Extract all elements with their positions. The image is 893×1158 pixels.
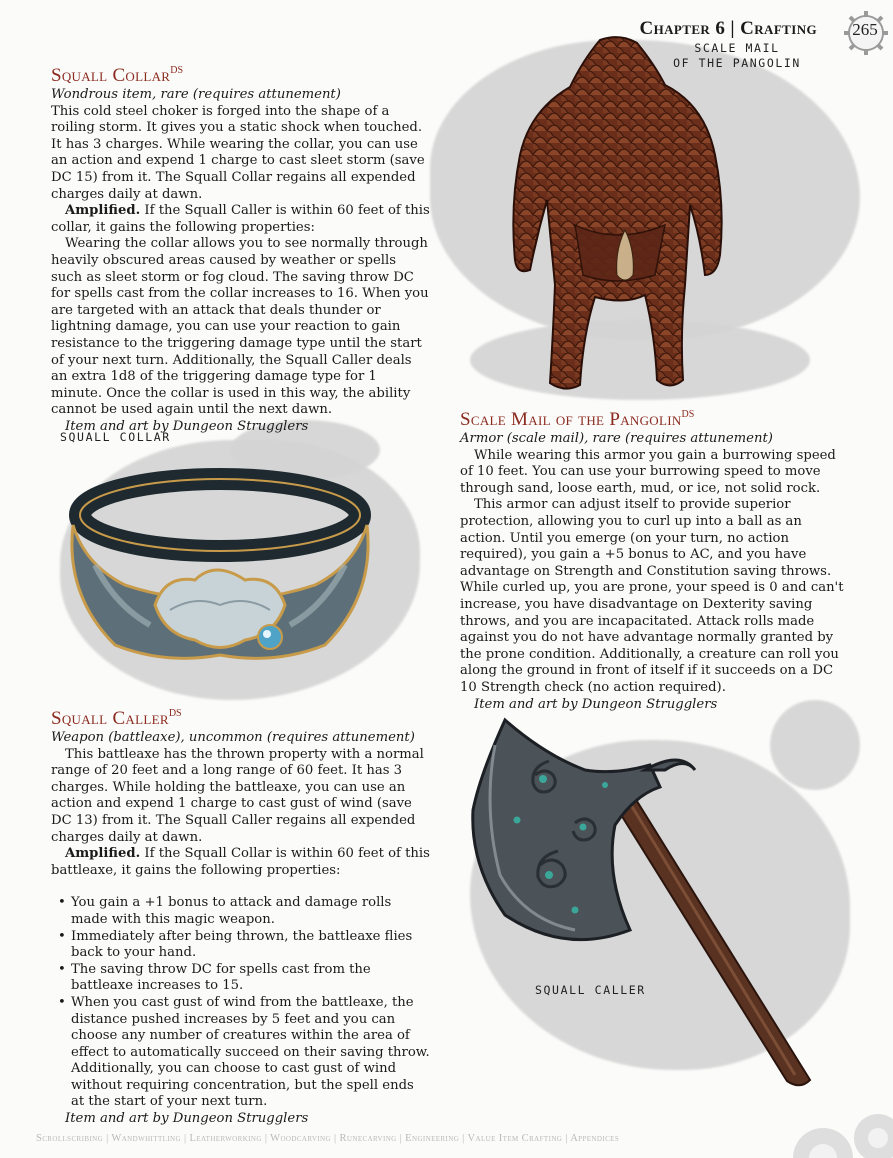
scale-mail-caption: SCALE MAIL OF THE PANGOLIN [673,41,801,70]
squall-caller-title: Squall Caller$^{DS}$ [51,708,182,729]
list-item: • When you cast gust of wind from the battleaxe, the distance pushed increases by 5 feet and you can choose any number of creatures within the area of effect to automatically succeed on their saving throw. Additionally, you can choose to cast gust of wind without requiring concentration, but the spell ends at the start of your next turn. [71,995,431,1111]
scale-mail-subtitle: Armor (scale mail), rare (requires attunement) [460,431,773,446]
scale-mail-title: Scale Mail of the Pangolin$^{DS}$ [460,409,695,430]
gear-icon [783,1098,893,1158]
squall-collar-description: This cold steel choker is forged into the shape of a roiling storm. It gives you a static shock when touched. It has 3 charges. While wearing the collar, you can use an action and expend 1 charge to cast sleet storm (save DC 15) from it. The Squall Collar regains all expended charges daily at dawn. [51,103,425,202]
squall-caller-description: This battleaxe has the thrown property with a normal range of 20 feet and a long range of 60 feet. It has 3 charges. While holding the battleaxe, you can use an action and expend 1 charge to cast gust of wind (save DC 13) from it. The Squall Caller regains all expended charges daily at dawn. [51,746,424,845]
footer-chapter-list: Scrollscribing | Wandwhittling | Leatherworking | Woodcarving | Runecarving | Engineering | Value Item Crafting | Appendices [36,1133,620,1144]
scale-mail-description: While wearing this armor you gain a burrowing speed of 10 feet. You can use your burrowing speed to move through sand, loose earth, mud, or ice, not solid rock. [460,447,836,496]
squall-collar-section [51,60,431,435]
scale-mail-section [460,404,845,713]
list-item: • You gain a +1 bonus to attack and damage rolls made with this magic weapon. [71,895,431,928]
list-item: • The saving throw DC for spells cast from the battleaxe increases to 15. [71,962,431,995]
chapter-header: Chapter 6 | Crafting [639,18,817,39]
squall-caller-caption: SQUALL CALLER [535,983,646,997]
squall-collar-properties: Wearing the collar allows you to see normally through heavily obscured areas caused by weather or spells such as sleet storm or fog cloud. The saving throw DC for spells cast from the collar increases to 16. When you are targeted with an attack that deals thunder or lightning damage, you can use your reaction to gain resistance to the triggering damage type until the start of your next turn. Additionally, the Squall Caller deals an extra 1d8 of the triggering damage type for 1 minute. Once the collar is used in this way, the ability cannot be used again until the next dawn. [51,236,429,418]
squall-caller-section [51,703,431,1128]
squall-collar-illustration [55,455,385,685]
squall-collar-title: Squall Collar$^{DS}$ [51,65,184,86]
scale-mail-credit: Item and art by Dungeon Strugglers [474,696,718,712]
squall-caller-amplified: Amplified. If the Squall Collar is within 60 feet of this battleaxe, it gains the following properties: [51,846,430,878]
squall-collar-subtitle: Wondrous item, rare (requires attunement) [51,87,341,102]
squall-collar-amplified: Amplified. If the Squall Caller is within 60 feet of this collar, it gains the following properties: [51,203,430,235]
squall-collar-caption: SQUALL COLLAR [60,430,171,444]
squall-caller-property-list [51,895,431,1111]
page-number: 265 [852,20,878,39]
squall-caller-subtitle: Weapon (battleaxe), uncommon (requires attunement) [51,730,415,745]
scale-mail-curl-ability: This armor can adjust itself to provide superior protection, allowing you to curl up into a ball as an action. Until you emerge (on your turn, no action required), you gain a +5 bonus to AC, and you have advantage on Strength and Constitution saving throws. While curled up, you are prone, your speed is 0 and can't increase, you have disadvantage on Dexterity saving throws, and you are incapacitated. Attack rolls made against you do not have advantage normally granted by the prone condition. Additionally, a creature can roll you along the ground in front of itself if it succeeds on a DC 10 Strength check (no action required). [460,497,844,695]
squall-collar-credit: Item and art by Dungeon Strugglers [65,418,309,434]
squall-caller-credit: Item and art by Dungeon Strugglers [65,1111,309,1127]
scale-mail-illustration [505,35,730,395]
squall-caller-illustration [465,715,825,1090]
list-item: • Immediately after being thrown, the battleaxe flies back to your hand. [71,929,431,962]
